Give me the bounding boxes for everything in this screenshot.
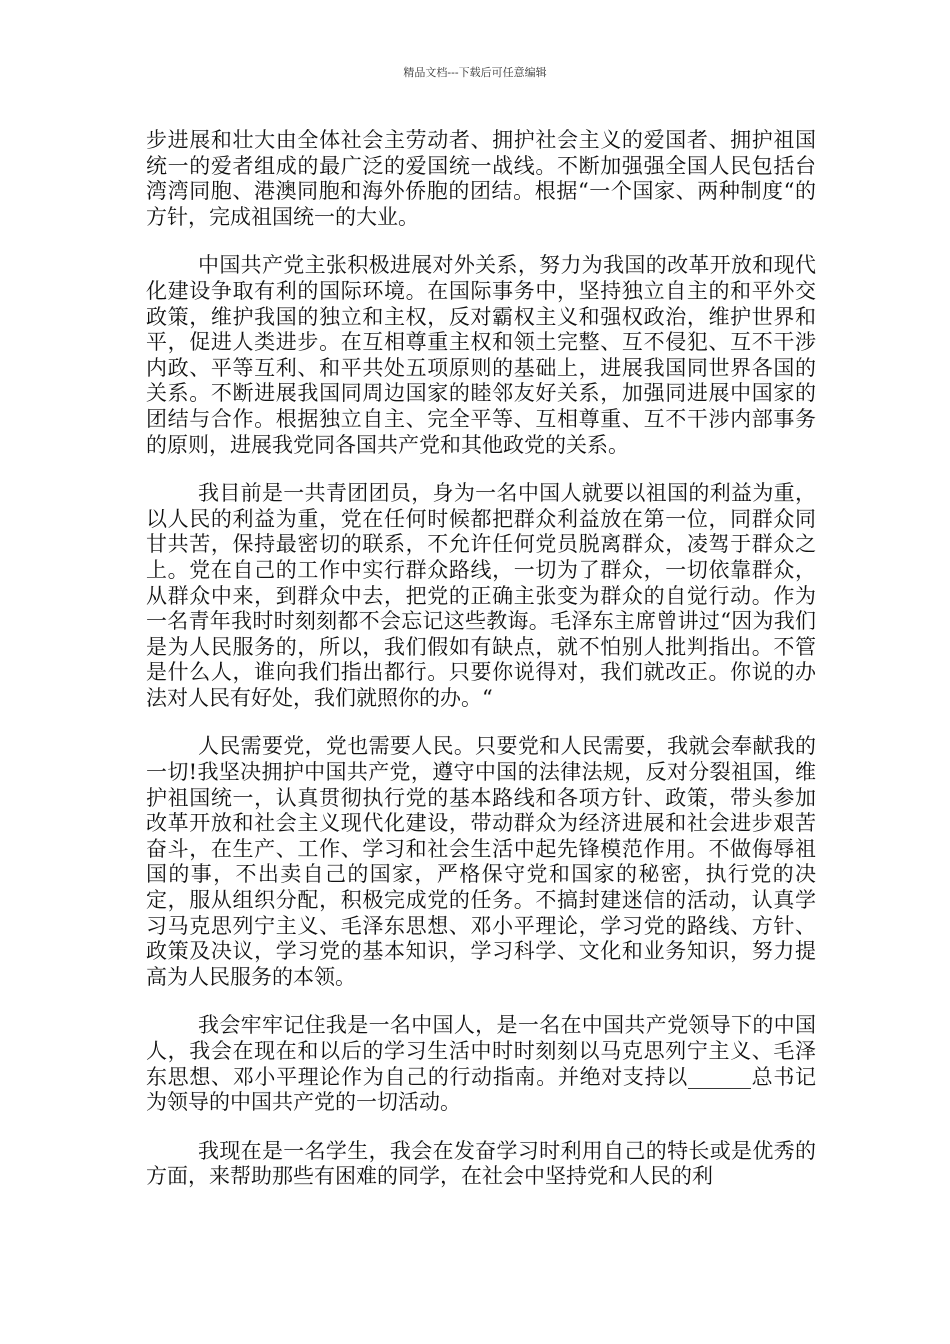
paragraph-2: 中国共产党主张积极进展对外关系，努力为我国的改革开放和现代化建设争取有利的国际环境。在国际事务中，坚持独立自主的和平外交政策，维护我国的独立和主权，反对霸权主义和强权政治，维护世界和平，促进人类进步。在互相尊重主权和领土完整、互不侵犯、互不干涉内政、平等互利、和平共处五项原则的基础上，进展我国同世界各国的关系。不断进展我国同周边国家的睦邻友好关系，加强同进展中国家的团结与合作。根据独立自主、完全平等、互相尊重、互不干涉内部事务的原则，进展我党同各国共产党和其他政党的关系。	[146, 253, 816, 457]
page-header: 精品文档---下载后可任意编辑	[403, 66, 547, 79]
paragraph-4: 人民需要党，党也需要人民。只要党和人民需要，我就会奉献我的一切!我坚决拥护中国共产党，遵守中国的法律法规，反对分裂祖国，维护祖国统一，认真贯彻执行党的基本路线和各项方针、政策，带头参加改革开放和社会主义现代化建设，带动群众为经济进展和社会进步艰苦奋斗，在生产、工作、学习和社会生活中起先锋模范作用。不做侮辱祖国的事，不出卖自己的国家，严格保守党和国家的秘密，执行党的决定，服从组织分配，积极完成党的任务。不搞封建迷信的活动，认真学习马克思列宁主义、毛泽东思想、邓小平理论，学习党的路线、方针、政策及决议，学习党的基本知识，学习科学、文化和业务知识，努力提高为人民服务的本领。	[146, 734, 816, 989]
paragraph-3: 我目前是一共青团团员，身为一名中国人就要以祖国的利益为重，以人民的利益为重，党在任何时候都把群众利益放在第一位，同群众同甘共苦，保持最密切的联系，不允许任何党员脱离群众，凌驾于群众之上。党在自己的工作中实行群众路线，一切为了群众，一切依靠群众，从群众中来，到群众中去，把党的正确主张变为群众的自觉行动。作为一名青年我时时刻刻都不会忘记这些教诲。毛泽东主席曾讲过“因为我们是为人民服务的，所以，我们假如有缺点，就不怕别人批判指出。不管是什么人，谁向我们指出都行。只要你说得对，我们就改正。你说的办法对人民有好处，我们就照你的办。“	[146, 481, 816, 710]
document-body	[146, 128, 816, 1213]
paragraph-5: 我会牢牢记住我是一名中国人，是一名在中国共产党领导下的中国人，我会在现在和以后的学习生活中时时刻刻以马克思列宁主义、毛泽东思想、邓小平理论作为自己的行动指南。并绝对支持以______总书记为领导的中国共产党的一切活动。	[146, 1013, 816, 1115]
paragraph-6: 我现在是一名学生，我会在发奋学习时利用自己的特长或是优秀的方面，来帮助那些有困难的同学，在社会中坚持党和人民的利	[146, 1138, 816, 1189]
paragraph-1: 步进展和壮大由全体社会主劳动者、拥护社会主义的爱国者、拥护祖国统一的爱者组成的最广泛的爱国统一战线。不断加强强全国人民包括台湾湾同胞、港澳同胞和海外侨胞的团结。根据“一个国家、两种制度“的方针，完成祖国统一的大业。	[146, 128, 816, 229]
